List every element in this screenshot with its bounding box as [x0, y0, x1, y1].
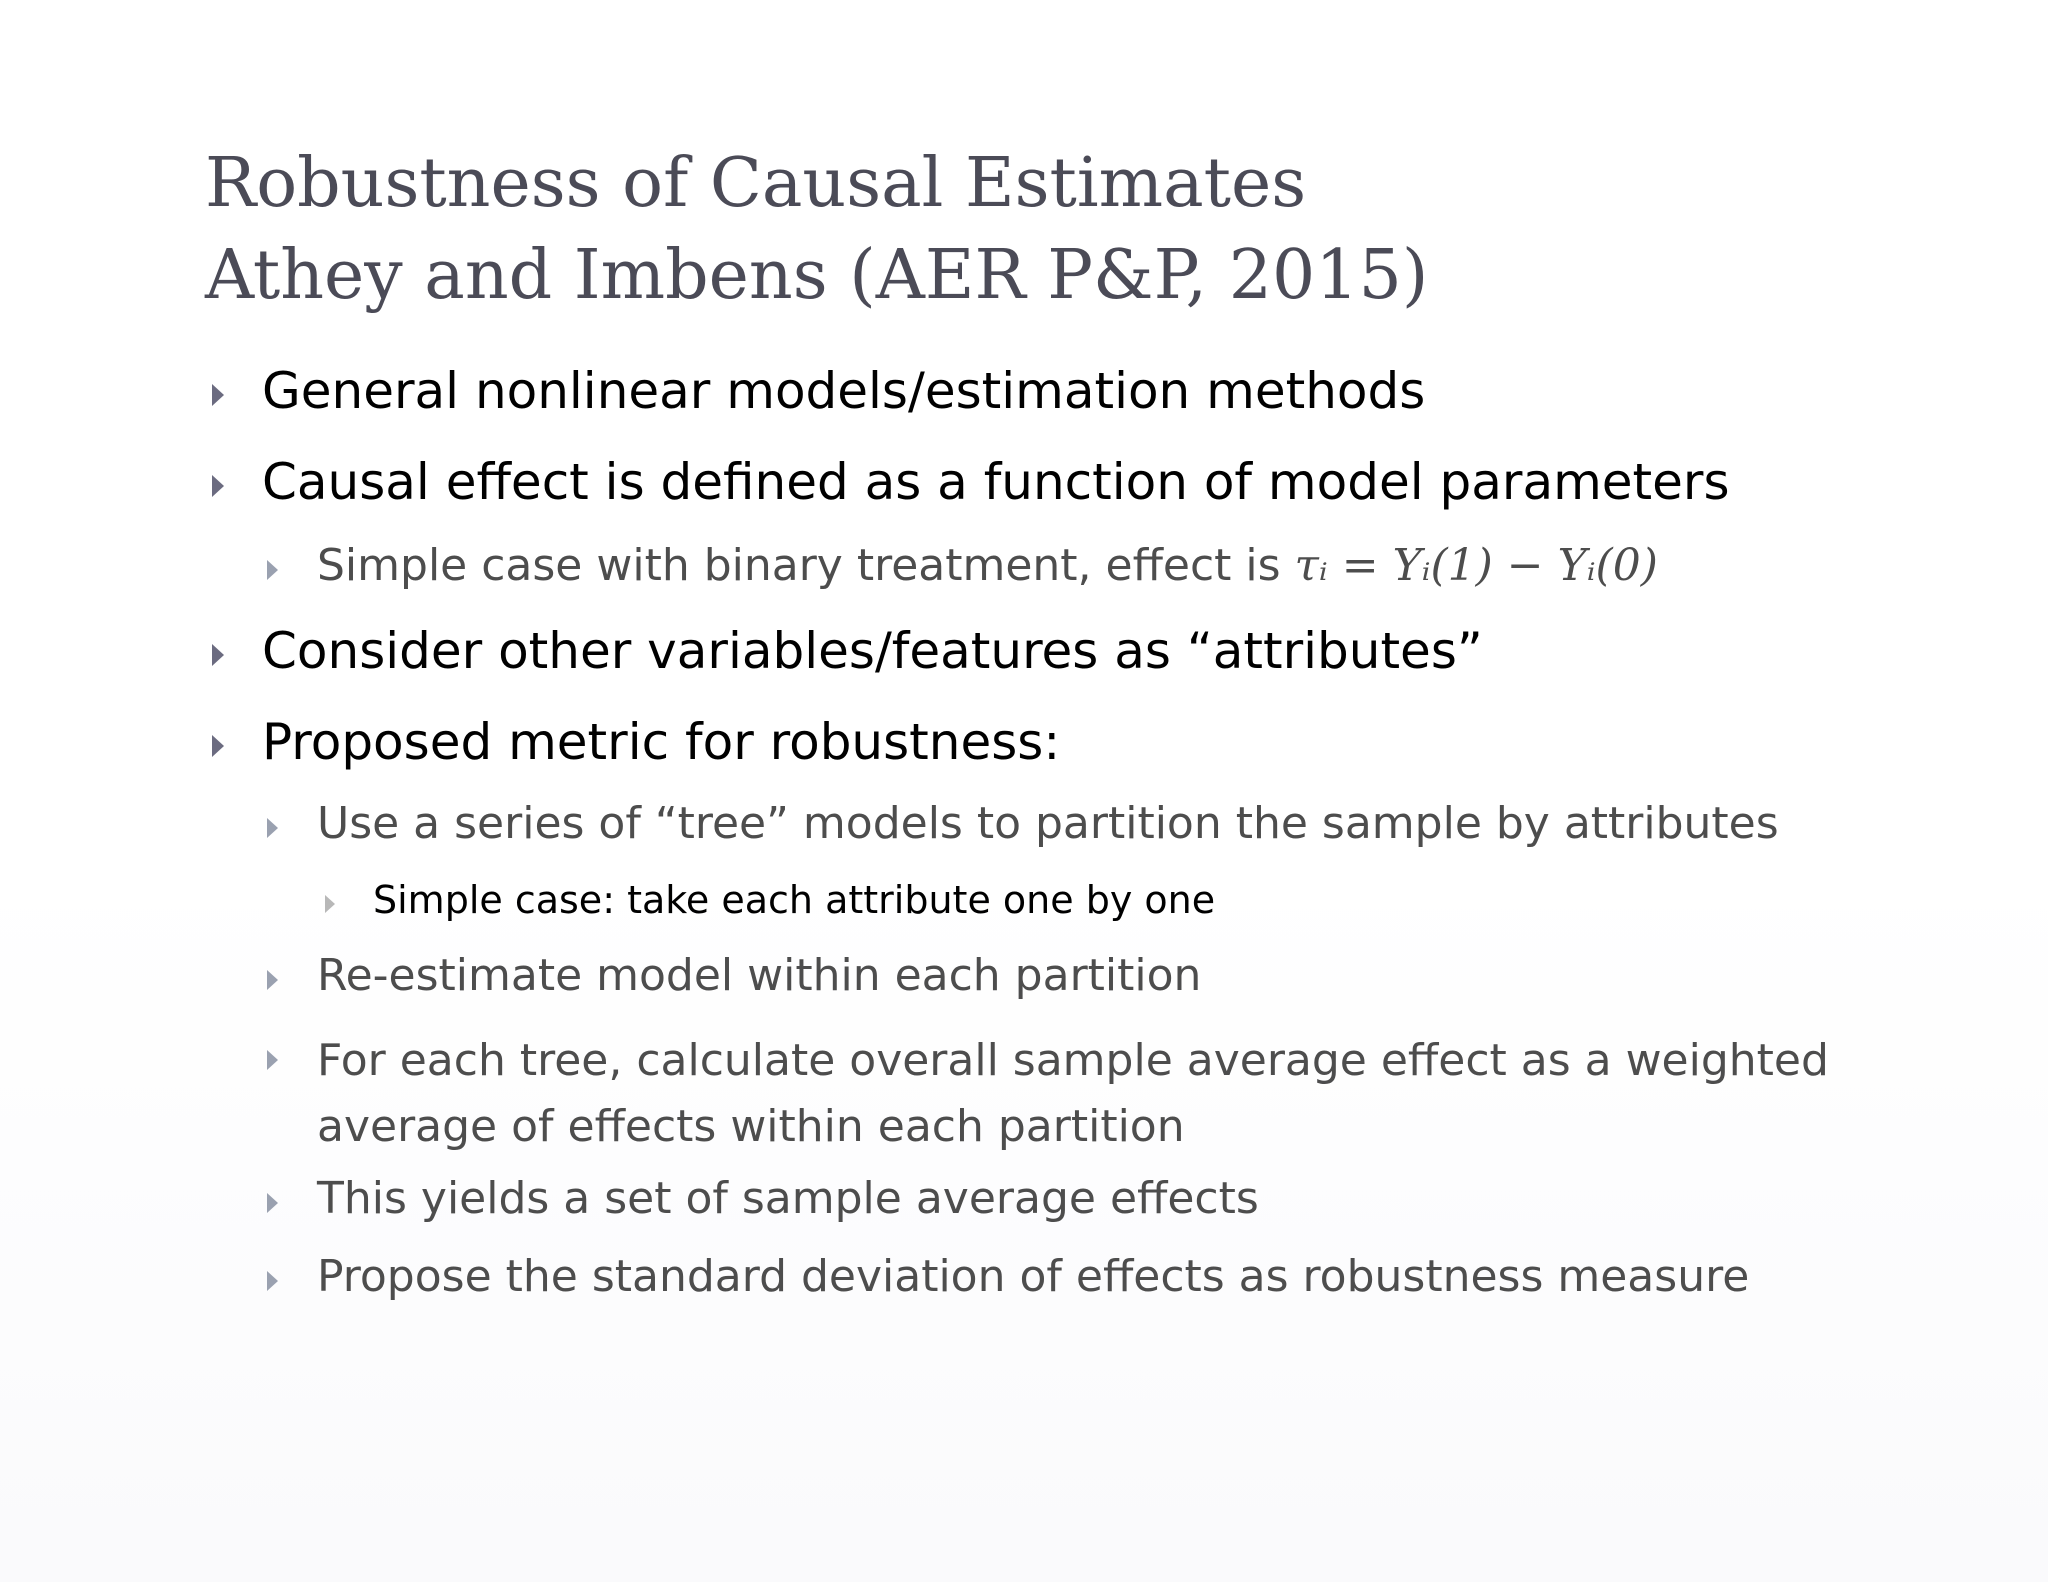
- sub-bullet-arrow-icon: [267, 1050, 278, 1070]
- sub-bullet-arrow-icon: [267, 970, 278, 990]
- sub-sub-bullet-simple-case: [373, 878, 1215, 922]
- bullet-text: Re-estimate model within each partition: [317, 950, 1202, 1001]
- title-line-1: Robustness of Causal Estimates: [205, 144, 1307, 223]
- sub-bullet-arrow-icon: [267, 1271, 278, 1291]
- sub-bullet-tree-models: [317, 798, 1779, 849]
- bullet-text: Simple case: take each attribute one by one: [373, 878, 1216, 922]
- sub-bullet-arrow-icon: [267, 560, 278, 580]
- bullet-general-models: [262, 362, 1425, 420]
- sub-bullet-standard-deviation: [317, 1251, 1749, 1302]
- sub-bullet-re-estimate: [317, 950, 1201, 1001]
- bullet-text: This yields a set of sample average effects: [317, 1173, 1259, 1224]
- bullet-proposed-metric: [262, 713, 1060, 771]
- bullet-attributes: [262, 622, 1483, 680]
- bullet-arrow-icon: [212, 475, 224, 497]
- sub-bullet-binary-treatment: [317, 540, 1658, 591]
- bullet-text-line-2: average of effects within each partition: [317, 1101, 1185, 1152]
- sub-bullet-set-of-effects: [317, 1173, 1259, 1224]
- effect-formula: τᵢ = Yᵢ(1) − Yᵢ(0): [1294, 540, 1658, 591]
- bullet-causal-effect: [262, 453, 1730, 511]
- bullet-text: Simple case with binary treatment, effect is: [317, 540, 1295, 591]
- bullet-text: General nonlinear models/estimation methods: [262, 362, 1426, 420]
- bullet-text: Use a series of “tree” models to partition the sample by attributes: [317, 798, 1779, 849]
- sub-sub-bullet-arrow-icon: [325, 895, 335, 913]
- sub-bullet-arrow-icon: [267, 818, 278, 838]
- bullet-arrow-icon: [212, 735, 224, 757]
- sub-bullet-arrow-icon: [267, 1193, 278, 1213]
- bullet-text: Consider other variables/features as “attributes”: [262, 622, 1483, 680]
- bullet-arrow-icon: [212, 644, 224, 666]
- sub-bullet-weighted-average: [317, 1028, 1829, 1160]
- bullet-text: Propose the standard deviation of effects as robustness measure: [317, 1251, 1750, 1302]
- bullet-text: Proposed metric for robustness:: [262, 713, 1061, 771]
- title-line-2: Athey and Imbens (AER P&P, 2015): [205, 236, 1429, 315]
- bullet-text-line-1: For each tree, calculate overall sample average effect as a weighted: [317, 1035, 1829, 1086]
- slide-title: [205, 138, 1428, 322]
- bullet-arrow-icon: [212, 384, 224, 406]
- bullet-text: Causal effect is defined as a function of model parameters: [262, 453, 1730, 511]
